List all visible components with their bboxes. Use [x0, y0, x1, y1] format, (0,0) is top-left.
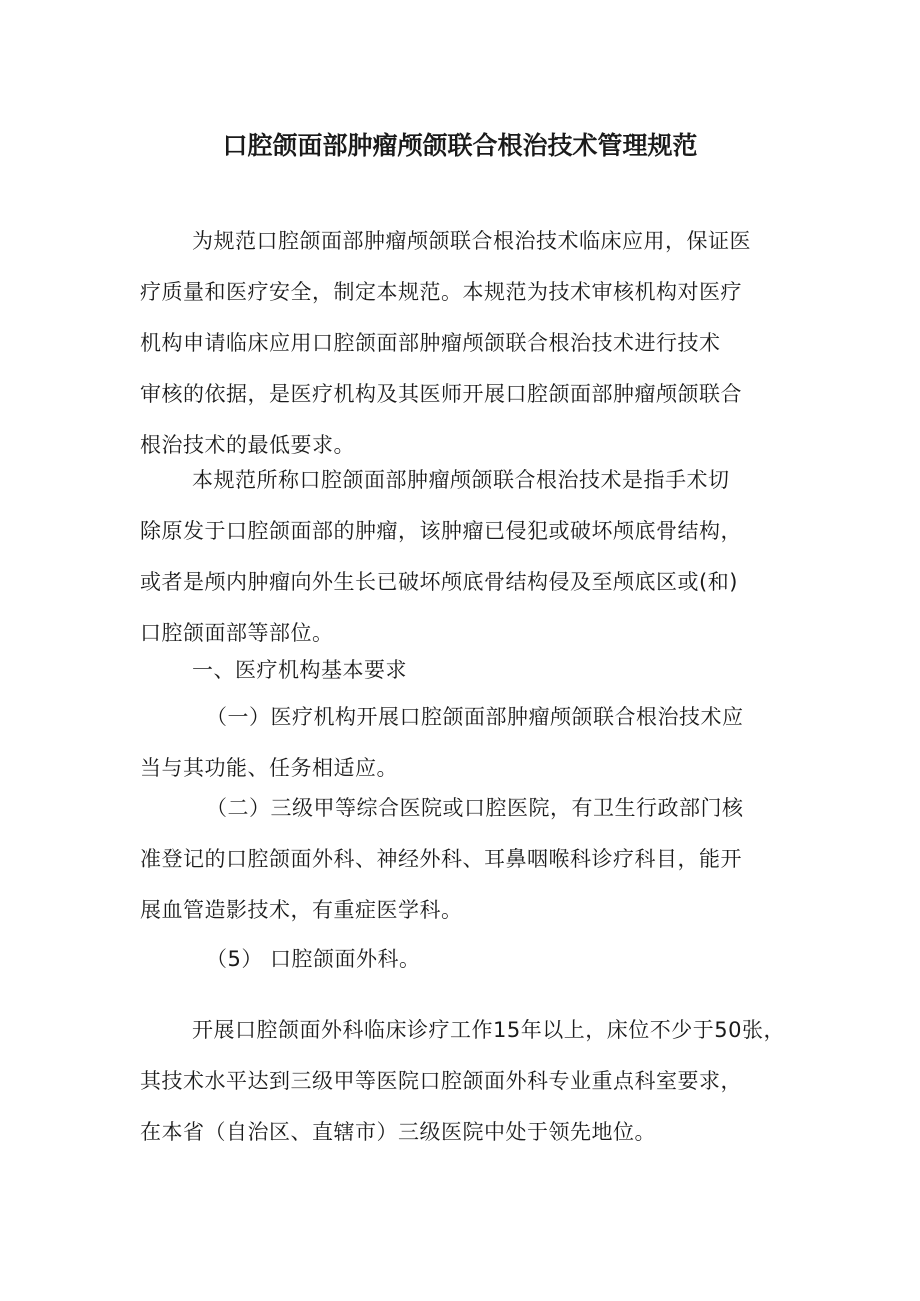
paragraph-line: 口腔颌面部等部位。	[140, 621, 334, 645]
paragraph-oral-surgery-requirements	[140, 1005, 785, 1158]
paragraph-line: 疗质量和医疗安全，制定本规范。本规范为技术审核机构对医疗	[140, 280, 742, 304]
paragraph-line: 当与其功能、任务相适应。	[140, 756, 398, 780]
paragraph-line: 本规范所称口腔颌面部肿瘤颅颌联合根治技术是指手术切	[192, 468, 730, 492]
paragraph-line: 为规范口腔颌面部肿瘤颅颌联合根治技术临床应用，保证医	[192, 229, 751, 253]
paragraph-item-5	[140, 934, 785, 985]
paragraph-line: 机构申请临床应用口腔颌面部肿瘤颅颌联合根治技术进行技术	[140, 331, 721, 355]
paragraph-line: 准登记的口腔颌面外科、神经外科、耳鼻咽喉科诊疗科目，能开	[140, 847, 742, 871]
paragraph-line: 在本省（自治区、直辖市）三级医院中处于领先地位。	[140, 1120, 656, 1144]
section-heading-institution-requirements	[140, 645, 785, 696]
paragraph-item-1	[140, 692, 785, 794]
paragraph-item-2	[140, 783, 785, 936]
paragraph-definition	[140, 455, 785, 659]
paragraph-line: 开展口腔颌面外科临床诊疗工作15年以上，床位不少于50张，	[192, 1018, 785, 1042]
paragraph-line: （一）医疗机构开展口腔颌面部肿瘤颅颌联合根治技术应	[206, 705, 744, 729]
section-heading: 一、医疗机构基本要求	[192, 658, 407, 682]
paragraph-line: 展血管造影技术，有重症医学科。	[140, 898, 463, 922]
paragraph-line: 或者是颅内肿瘤向外生长已破坏颅底骨结构侵及至颅底区或(和)	[140, 570, 738, 594]
paragraph-line: 根治技术的最低要求。	[140, 433, 355, 457]
document-title: 口腔颌面部肿瘤颅颌联合根治技术管理规范	[222, 131, 698, 160]
paragraph-line: 审核的依据，是医疗机构及其医师开展口腔颌面部肿瘤颅颌联合	[140, 382, 742, 406]
paragraph-line: （5） 口腔颌面外科。	[206, 947, 421, 971]
paragraph-purpose	[140, 216, 785, 471]
paragraph-line: 其技术水平达到三级甲等医院口腔颌面外科专业重点科室要求，	[140, 1069, 742, 1093]
paragraph-line: （二）三级甲等综合医院或口腔医院，有卫生行政部门核	[206, 796, 744, 820]
paragraph-line: 除原发于口腔颌面部的肿瘤，该肿瘤已侵犯或破坏颅底骨结构，	[140, 519, 742, 543]
